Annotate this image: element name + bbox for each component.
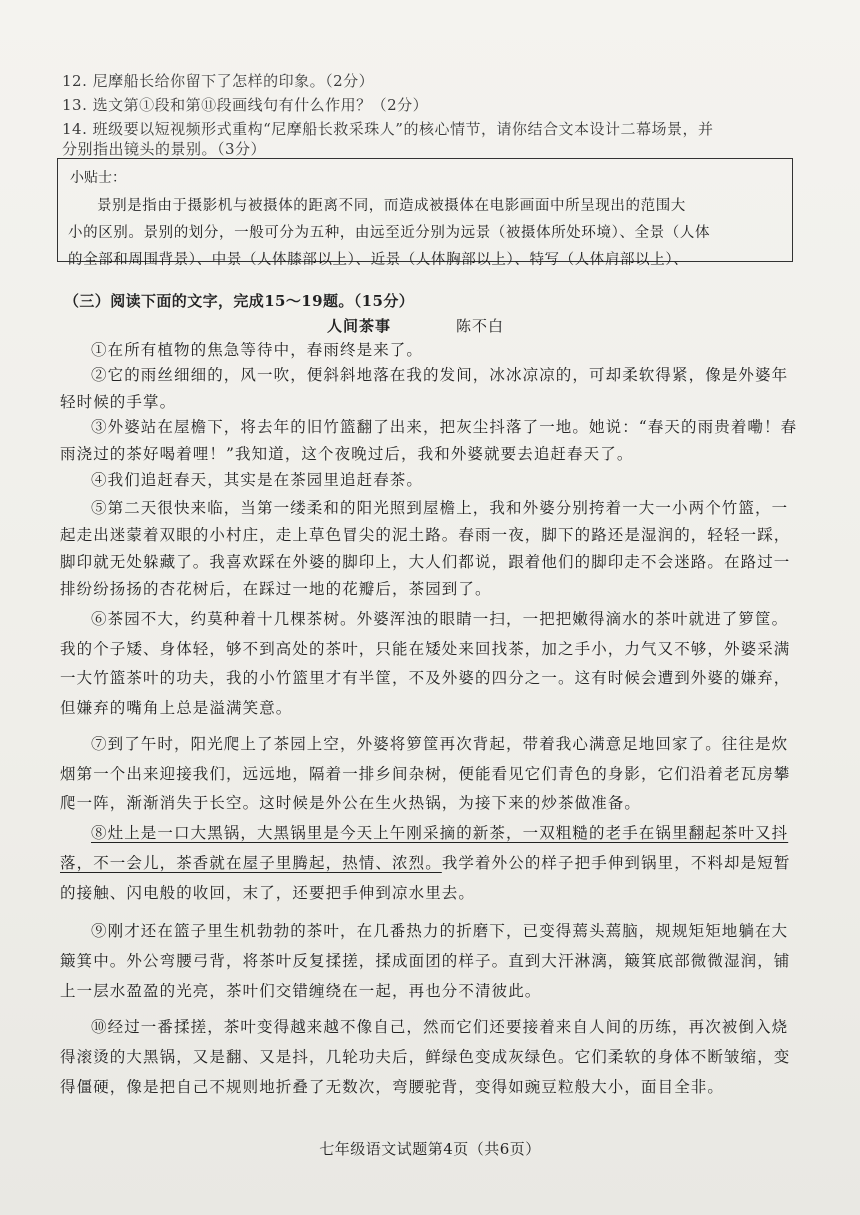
paragraph-5-text: ⑤第二天很快来临，当第一缕柔和的阳光照到屋檐上，我和外婆分别挎着一大一小两个竹篮，一起走出迷蒙着双眼的小村庄，走上草色冒尖的泥土路。春雨一夜，脚下的路还是湿润的，轻轻一踩，脚印就无处躲藏了。我喜欢踩在外婆的脚印上，大人们都说，跟着他们的脚印走不会迷路。在路过一排纷纷扬扬的杏花树后，在踩过一地的花瓣后，茶园到了。 xyxy=(60,499,791,598)
article-title: 人间茶事 xyxy=(327,317,392,335)
paragraph-8 xyxy=(60,818,800,908)
paragraph-2 xyxy=(60,362,800,416)
section-title: （三）阅读下面的文字，完成15～19题。（15分） xyxy=(64,292,415,310)
paragraph-3-text: ③外婆站在屋檐下，将去年的旧竹篮翻了出来，把灰尘抖落了一地。她说：“春天的雨贵着嘞！春雨浇过的茶好喝着哩！”我知道，这个夜晚过后，我和外婆就要去追赶春天了。 xyxy=(60,418,798,463)
paragraph-1-text: ①在所有植物的焦急等待中，春雨终是来了。 xyxy=(91,341,424,359)
paragraph-8-rest: 我学着外公的样子把手伸到锅里，不料却是短暂的接触、闪电般的收回，末了，还要把手伸到凉水里去。 xyxy=(60,854,791,902)
paragraph-10 xyxy=(60,1012,800,1102)
paragraph-1 xyxy=(60,337,800,364)
paragraph-9-text: ⑨刚才还在篮子里生机勃勃的茶叶，在几番热力的折磨下，已变得蔫头蔫脑，规规矩矩地躺在大簸箕中。外公弯腰弓背，将茶叶反复揉搓，揉成面团的样子。直到大汗淋漓，簸箕底部微微湿润，铺上一层水盈盈的光亮，茶叶们交错缠绕在一起，再也分不清彼此。 xyxy=(60,922,791,1000)
page-footer: 七年级语文试题第4页（共6页） xyxy=(319,1140,541,1158)
paragraph-4-text: ④我们追赶春天，其实是在茶园里追赶春茶。 xyxy=(91,471,424,489)
paragraph-10-text: ⑩经过一番揉搓，茶叶变得越来越不像自己，然而它们还要接着来自人间的历练，再次被倒入烧得滚烫的大黑锅，又是翻、又是抖，几轮功夫后，鲜绿色变成灰绿色。它们柔软的身体不断皱缩，变得僵硬，像是把自己不规则地折叠了无数次，弯腰驼背，变得如豌豆粒般大小，面目全非。 xyxy=(60,1018,791,1096)
question-13: 13. 选文第①段和第⑪段画线句有什么作用？（2分） xyxy=(62,96,429,114)
question-14-line2: 分别指出镜头的景别。（3分） xyxy=(62,140,267,158)
question-14-line1: 14. 班级要以短视频形式重构“尼摩船长救采珠人”的核心情节，请你结合文本设计二幕场景，并 xyxy=(62,120,714,138)
question-12: 12. 尼摩船长给你留下了怎样的印象。（2分） xyxy=(62,72,375,90)
paragraph-6-text: ⑥茶园不大，约莫种着十几棵茶树。外婆浑浊的眼睛一扫，一把把嫩得滴水的茶叶就进了箩筐。我的个子矮、身体轻，够不到高处的茶叶，只能在矮处来回找茶，加之手小，力气又不够，外婆采满一大竹篮茶叶的功夫，我的小竹篮里才有半筐，不及外婆的四分之一。这有时候会遭到外婆的嫌弃，但嫌弃的嘴角上总是溢满笑意。 xyxy=(60,610,791,717)
paragraph-9 xyxy=(60,916,800,1006)
underlined-sentence: ⑧灶上是一口大黑锅，大黑锅里是今天上午刚采摘的新茶，一双粗糙的老手在锅里翻起茶叶又抖落，不一会儿，茶香就在屋子里腾起，热情、浓烈。 xyxy=(60,824,789,872)
tips-line-3: 的全部和周围背景）、中景（人体膝部以上）、近景（人体胸部以上）、特写（人体肩部以上）、 xyxy=(68,252,689,268)
paragraph-3 xyxy=(60,414,800,468)
tips-title: 小贴士： xyxy=(70,170,126,186)
paragraph-6 xyxy=(60,605,800,723)
paragraph-5 xyxy=(60,495,800,603)
tips-line-1: 景别是指由于摄影机与被摄体的距离不同，而造成被摄体在电影画面中所呈现出的范围大 xyxy=(97,198,686,214)
paragraph-2-text: ②它的雨丝细细的，风一吹，便斜斜地落在我的发间，冰冰凉凉的，可却柔软得紧，像是外婆年轻时候的手掌。 xyxy=(60,366,789,411)
tips-box xyxy=(57,158,793,268)
article-author: 陈不白 xyxy=(456,317,505,335)
paragraph-7-text: ⑦到了午时，阳光爬上了茶园上空，外婆将箩筐再次背起，带着我心满意足地回家了。往往是炊烟第一个出来迎接我们，远远地，隔着一排乡间杂树，便能看见它们青色的身影，它们沿着老瓦房攀爬一阵，渐渐消失于长空。这时候是外公在生火热锅，为接下来的炒茶做准备。 xyxy=(60,735,791,812)
paragraph-4 xyxy=(60,467,800,494)
tips-line-2: 小的区别。景别的划分，一般可分为五种，由远至近分别为远景（被摄体所处环境）、全景（人体 xyxy=(68,225,711,241)
paragraph-7 xyxy=(60,730,800,819)
